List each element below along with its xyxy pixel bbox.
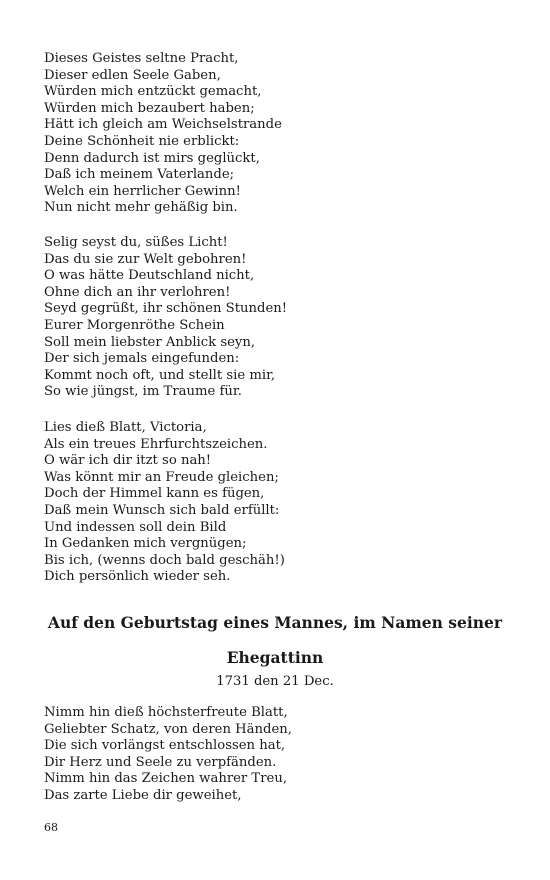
verse-line: Welch ein herrlicher Gewinn! [44,183,241,199]
verse-line: Dich persönlich wieder seh. [44,569,231,585]
verse-line: Geliebter Schatz, von deren Händen, [44,721,292,737]
verse-line: O wär ich dir itzt so nah! [44,453,212,469]
poem-heading: Auf den Geburtstag eines Mannes, im Namen seiner [47,613,503,632]
verse-line: Daß ich meinem Vaterlande; [44,167,235,183]
verse-line: Bis ich, (wenns doch bald geschäh!) [44,552,285,568]
verse-line: Die sich vorlängst entschlossen hat, [44,738,286,754]
verse-line: Nimm hin das Zeichen wahrer Treu, [44,771,288,787]
verse-line: Lies dieß Blatt, Victoria, [44,420,207,435]
verse-line: Das zarte Liebe dir geweihet, [44,787,242,803]
stanza [44,420,514,586]
verse-line: Seyd gegrüßt, ihr schönen Stunden! [44,301,288,317]
verse-line: Würden mich bezaubert haben; [44,100,255,116]
verse-line: Dieser edlen Seele Gaben, [44,67,221,83]
verse-line: Hätt ich gleich am Weichselstrande [44,117,282,133]
verse-line: Und indessen soll dein Bild [44,519,227,535]
verse-line: Selig seyst du, süßes Licht! [44,235,228,250]
verse-line: Würden mich entzückt gemacht, [44,84,262,100]
verse-line: In Gedanken mich vergnügen; [44,536,247,552]
verse-line: Deine Schönheit nie erblickt: [44,133,240,149]
verse-line: Doch der Himmel kann es fügen, [44,486,265,502]
verse-line: Ohne dich an ihr verlohren! [44,284,231,300]
verse-line: Kommt noch oft, und stellt sie mir, [44,367,276,383]
poem-heading-continued: Ehegattinn [226,648,324,667]
verse-line: Eurer Morgenröthe Schein [44,317,225,333]
stanza [44,705,514,805]
verse-line: Daß mein Wunsch sich bald erfüllt: [44,502,280,518]
verse-line: Als ein treues Ehrfurchtszeichen. [44,436,268,452]
verse-line: Dieses Geistes seltne Pracht, [44,51,239,66]
verse-line: Nimm hin dieß höchsterfreute Blatt, [44,705,288,720]
verse-line: O was hätte Deutschland nicht, [44,268,255,284]
verse-line: Soll mein liebster Anblick seyn, [44,334,256,350]
page-number: 68 [44,821,58,834]
verse-line: Was könnt mir an Freude gleichen; [44,469,279,485]
verse-line: Dir Herz und Seele zu verpfänden. [44,754,277,770]
verse-line: Denn dadurch ist mirs geglückt, [44,150,260,166]
verse-line: Der sich jemals eingefunden: [44,351,240,367]
verse-line: So wie jüngst, im Traume für. [44,384,242,400]
stanza [44,235,514,401]
verse-line: Das du sie zur Welt gebohren! [44,251,247,267]
stanza [44,51,514,217]
poem-date: 1731 den 21 Dec. [216,674,334,689]
verse-line: Nun nicht mehr gehäßig bin. [44,200,238,216]
